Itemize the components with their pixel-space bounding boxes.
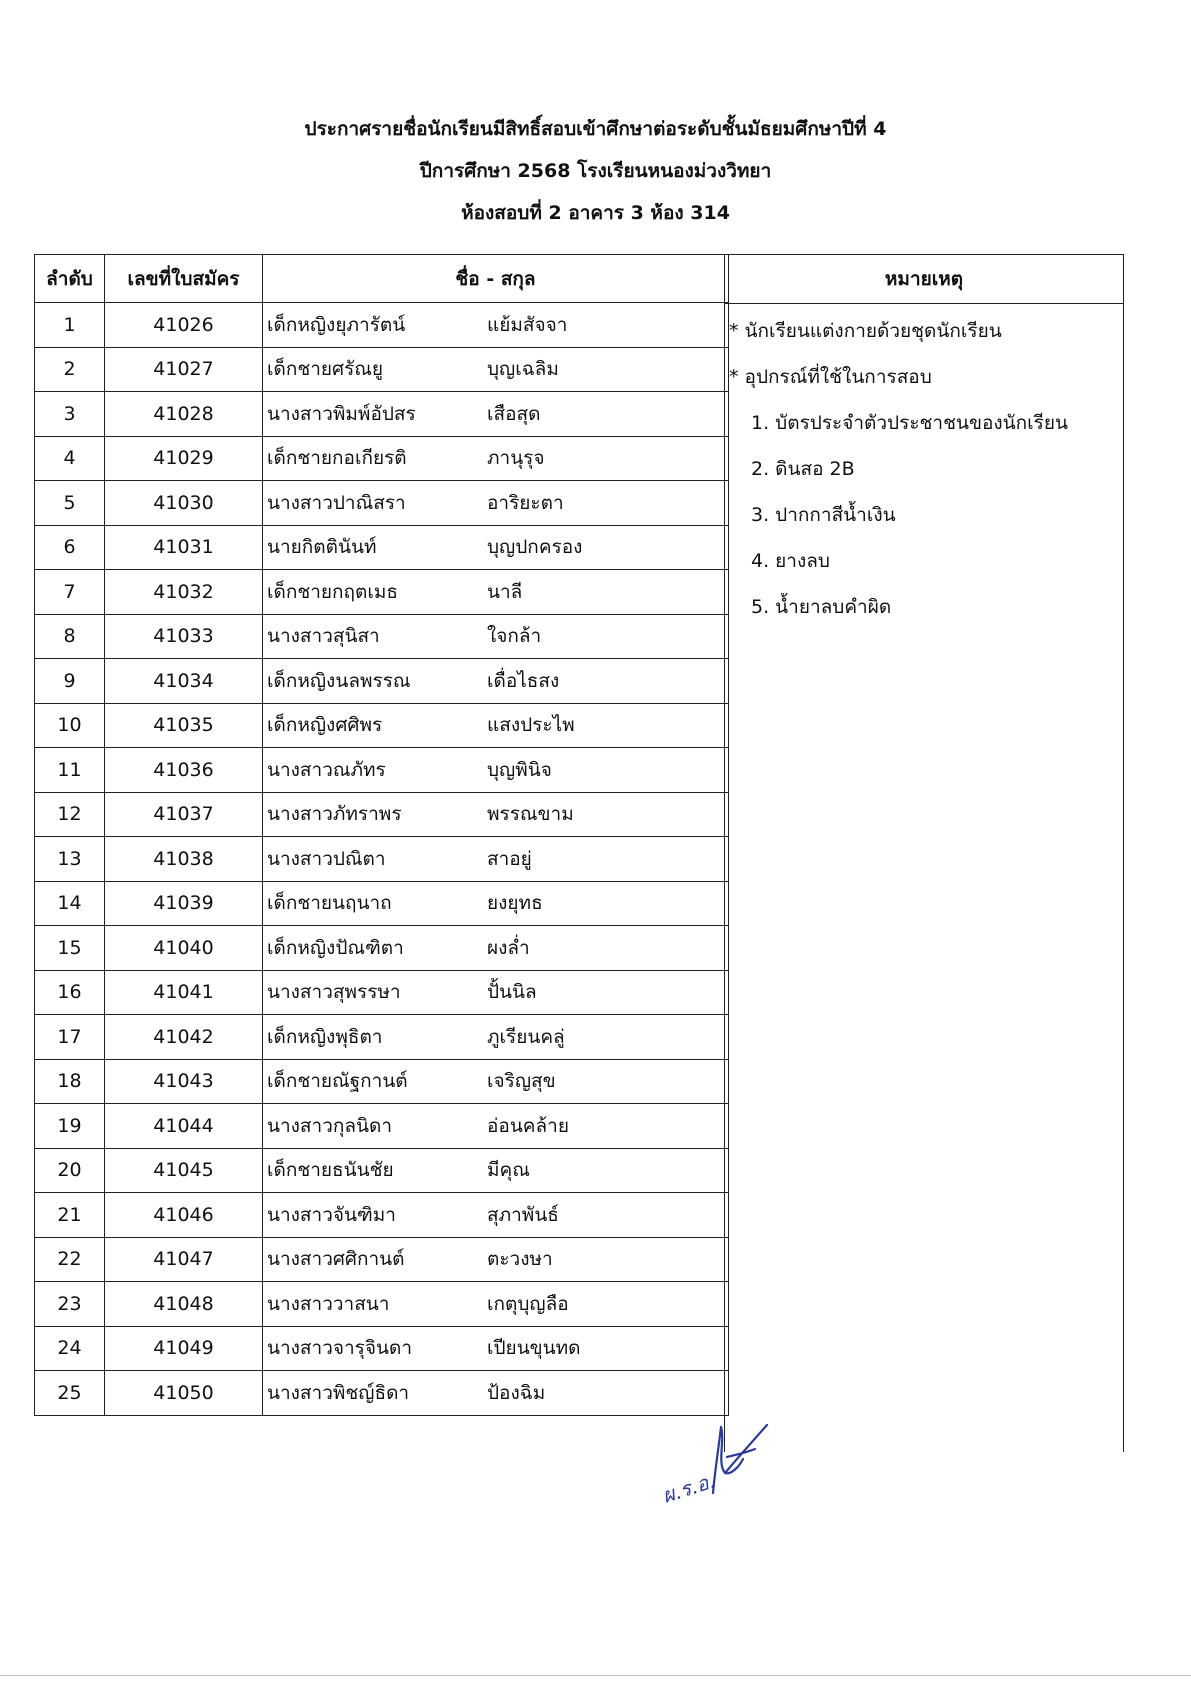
last-name: ภานุรุจ (487, 447, 545, 470)
cell-full-name (263, 703, 729, 748)
cell-order-no: 20 (35, 1148, 105, 1193)
cell-order-no: 11 (35, 748, 105, 793)
last-name: เกตุบุญลือ (487, 1292, 569, 1315)
first-name: เด็กหญิงพุธิตา (267, 1025, 383, 1048)
cell-full-name (263, 481, 729, 526)
table-row (35, 481, 729, 526)
cell-application-no: 41026 (105, 303, 263, 348)
first-name: นางสาวปณิตา (267, 847, 386, 870)
signature-initials: ผ.ร.อ. (659, 1468, 718, 1508)
heading-line-3: ห้องสอบที่ 2 อาคาร 3 ห้อง 314 (461, 202, 730, 224)
first-name: นางสาวศศิกานต์ (267, 1248, 405, 1271)
cell-order-no: 19 (35, 1104, 105, 1149)
cell-order-no: 22 (35, 1237, 105, 1282)
remark-uniform-note: * นักเรียนแต่งกายด้วยชุดนักเรียน (729, 320, 1002, 342)
first-name: นางสาววาสนา (267, 1292, 390, 1315)
first-name: เด็กชายนฤนาถ (267, 892, 392, 915)
table-row (35, 1059, 729, 1104)
first-name: นางสาวภัทราพร (267, 803, 402, 826)
table-row (35, 703, 729, 748)
cell-order-no: 5 (35, 481, 105, 526)
last-name: สุภาพันธ์ (487, 1203, 559, 1226)
header-application-no: เลขที่ใบสมัคร (105, 255, 263, 303)
last-name: ตะวงษา (487, 1248, 553, 1271)
cell-application-no: 41032 (105, 570, 263, 615)
cell-order-no: 6 (35, 525, 105, 570)
remark-equipment-note: * อุปกรณ์ที่ใช้ในการสอบ (729, 366, 932, 388)
first-name: เด็กชายศรัณยู (267, 358, 384, 381)
table-row (35, 1237, 729, 1282)
last-name: นาลี (487, 580, 523, 603)
table-row (35, 970, 729, 1015)
cell-application-no: 41041 (105, 970, 263, 1015)
table-header-row (35, 255, 729, 303)
cell-full-name (263, 1015, 729, 1060)
cell-full-name (263, 837, 729, 882)
cell-full-name (263, 748, 729, 793)
cell-application-no: 41040 (105, 926, 263, 971)
table-row (35, 436, 729, 481)
cell-order-no: 12 (35, 792, 105, 837)
cell-application-no: 41035 (105, 703, 263, 748)
first-name: เด็กหญิงศศิพร (267, 714, 383, 737)
first-name: เด็กหญิงนลพรรณ (267, 669, 411, 692)
first-name: นางสาวพิชญ์ธิดา (267, 1381, 410, 1404)
cell-full-name (263, 1059, 729, 1104)
cell-order-no: 21 (35, 1193, 105, 1238)
cell-full-name (263, 392, 729, 437)
cell-full-name (263, 1104, 729, 1149)
cell-order-no: 13 (35, 837, 105, 882)
cell-full-name (263, 926, 729, 971)
cell-application-no: 41031 (105, 525, 263, 570)
table-row (35, 525, 729, 570)
last-name: เดื่อไธสง (487, 669, 560, 692)
cell-order-no: 2 (35, 347, 105, 392)
last-name: ภูเรียนคลู่ (487, 1025, 565, 1048)
first-name: เด็กหญิงปัณฑิตา (267, 936, 404, 959)
cell-application-no: 41038 (105, 837, 263, 882)
cell-application-no: 41045 (105, 1148, 263, 1193)
last-name: แสงประไพ (487, 714, 575, 737)
last-name: เจริญสุข (487, 1070, 556, 1093)
first-name: นางสาวกุลนิดา (267, 1114, 393, 1137)
cell-application-no: 41043 (105, 1059, 263, 1104)
first-name: เด็กชายณัฐกานต์ (267, 1070, 408, 1093)
cell-full-name (263, 881, 729, 926)
last-name: ใจกล้า (487, 625, 542, 648)
last-name: พรรณขาม (487, 803, 574, 826)
table-row (35, 1193, 729, 1238)
cell-full-name (263, 1326, 729, 1371)
first-name: นายกิตตินันท์ (267, 536, 377, 559)
cell-full-name (263, 347, 729, 392)
cell-order-no: 24 (35, 1326, 105, 1371)
cell-full-name (263, 303, 729, 348)
last-name: ป้องฉิม (487, 1381, 546, 1404)
first-name: นางสาวสุพรรษา (267, 981, 401, 1004)
table-row (35, 1282, 729, 1327)
first-name: นางสาวปาณิสรา (267, 491, 406, 514)
remark-equipment-item: 4. ยางลบ (751, 550, 830, 572)
cell-full-name (263, 436, 729, 481)
cell-application-no: 41036 (105, 748, 263, 793)
cell-full-name (263, 525, 729, 570)
cell-order-no: 8 (35, 614, 105, 659)
cell-order-no: 1 (35, 303, 105, 348)
signature-stroke (713, 1425, 767, 1493)
cell-full-name (263, 614, 729, 659)
last-name: บุญพินิจ (487, 758, 552, 781)
last-name: บุญปกครอง (487, 536, 583, 559)
header-order-no: ลำดับ (35, 255, 105, 303)
remark-equipment-item: 3. ปากกาสีน้ำเงิน (751, 504, 896, 526)
cell-order-no: 17 (35, 1015, 105, 1060)
last-name: สาอยู่ (487, 847, 532, 870)
cell-full-name (263, 570, 729, 615)
cell-full-name (263, 659, 729, 704)
last-name: ผงล่ำ (487, 936, 530, 959)
cell-order-no: 3 (35, 392, 105, 437)
roster-body (35, 303, 729, 1416)
table-row (35, 792, 729, 837)
cell-application-no: 41033 (105, 614, 263, 659)
first-name: เด็กชายกอเกียรติ (267, 447, 407, 470)
table-row (35, 881, 729, 926)
first-name: นางสาวพิมพ์อัปสร (267, 402, 416, 425)
last-name: เสือสุด (487, 402, 541, 425)
table-row (35, 614, 729, 659)
cell-full-name (263, 1371, 729, 1416)
last-name: อาริยะตา (487, 491, 564, 514)
cell-application-no: 41037 (105, 792, 263, 837)
table-row (35, 1148, 729, 1193)
last-name: บุญเฉลิม (487, 358, 559, 381)
cell-application-no: 41042 (105, 1015, 263, 1060)
cell-application-no: 41029 (105, 436, 263, 481)
header-full-name: ชื่อ - สกุล (263, 255, 729, 303)
cell-full-name (263, 970, 729, 1015)
table-row (35, 1015, 729, 1060)
first-name: เด็กชายธนันชัย (267, 1159, 394, 1182)
cell-application-no: 41030 (105, 481, 263, 526)
table-row (35, 659, 729, 704)
last-name: ปั้นนิล (487, 981, 537, 1004)
cell-full-name (263, 1193, 729, 1238)
cell-order-no: 18 (35, 1059, 105, 1104)
handwritten-signature (655, 1415, 785, 1515)
scan-edge-line (0, 1675, 1191, 1676)
first-name: นางสาวจารุจินดา (267, 1337, 413, 1360)
table-row (35, 392, 729, 437)
cell-application-no: 41046 (105, 1193, 263, 1238)
cell-order-no: 15 (35, 926, 105, 971)
cell-application-no: 41050 (105, 1371, 263, 1416)
cell-order-no: 10 (35, 703, 105, 748)
cell-application-no: 41048 (105, 1282, 263, 1327)
remarks-body (725, 304, 1123, 630)
last-name: อ่อนคล้าย (487, 1114, 569, 1137)
cell-application-no: 41047 (105, 1237, 263, 1282)
header-remark: หมายเหตุ (725, 255, 1123, 304)
last-name: แย้มสัจจา (487, 313, 568, 336)
cell-application-no: 41039 (105, 881, 263, 926)
remark-equipment-item: 1. บัตรประจำตัวประชาชนของนักเรียน (751, 412, 1068, 434)
remarks-column (724, 254, 1124, 1452)
cell-order-no: 23 (35, 1282, 105, 1327)
cell-application-no: 41027 (105, 347, 263, 392)
cell-application-no: 41034 (105, 659, 263, 704)
heading-line-2: ปีการศึกษา 2568 โรงเรียนหนองม่วงวิทยา (419, 160, 772, 182)
first-name: นางสาวณภัทร (267, 758, 386, 781)
cell-order-no: 7 (35, 570, 105, 615)
table-row (35, 1326, 729, 1371)
first-name: นางสาวสุนิสา (267, 625, 380, 648)
last-name: มีคุณ (487, 1159, 530, 1182)
table-row (35, 837, 729, 882)
document-heading (0, 118, 1191, 244)
table-row (35, 926, 729, 971)
cell-order-no: 9 (35, 659, 105, 704)
cell-order-no: 25 (35, 1371, 105, 1416)
heading-line-1: ประกาศรายชื่อนักเรียนมีสิทธิ์สอบเข้าศึกษาต่อระดับชั้นมัธยมศึกษาปีที่ 4 (304, 118, 887, 140)
table-row (35, 748, 729, 793)
cell-application-no: 41044 (105, 1104, 263, 1149)
remark-equipment-item: 5. น้ำยาลบคำผิด (751, 596, 892, 618)
cell-full-name (263, 1148, 729, 1193)
first-name: เด็กหญิงยุภารัตน์ (267, 313, 406, 336)
last-name: เปียนขุนทด (487, 1337, 581, 1360)
first-name: เด็กชายกฤตเมธ (267, 580, 398, 603)
student-roster-table (34, 254, 729, 1416)
cell-application-no: 41028 (105, 392, 263, 437)
cell-full-name (263, 1237, 729, 1282)
cell-order-no: 14 (35, 881, 105, 926)
cell-full-name (263, 1282, 729, 1327)
cell-order-no: 16 (35, 970, 105, 1015)
table-row (35, 570, 729, 615)
table-row (35, 347, 729, 392)
table-row (35, 1371, 729, 1416)
first-name: นางสาวจันฑิมา (267, 1203, 396, 1226)
last-name: ยงยุทธ (487, 892, 543, 915)
cell-application-no: 41049 (105, 1326, 263, 1371)
table-row (35, 1104, 729, 1149)
cell-full-name (263, 792, 729, 837)
table-row (35, 303, 729, 348)
remark-equipment-item: 2. ดินสอ 2B (751, 458, 855, 480)
cell-order-no: 4 (35, 436, 105, 481)
